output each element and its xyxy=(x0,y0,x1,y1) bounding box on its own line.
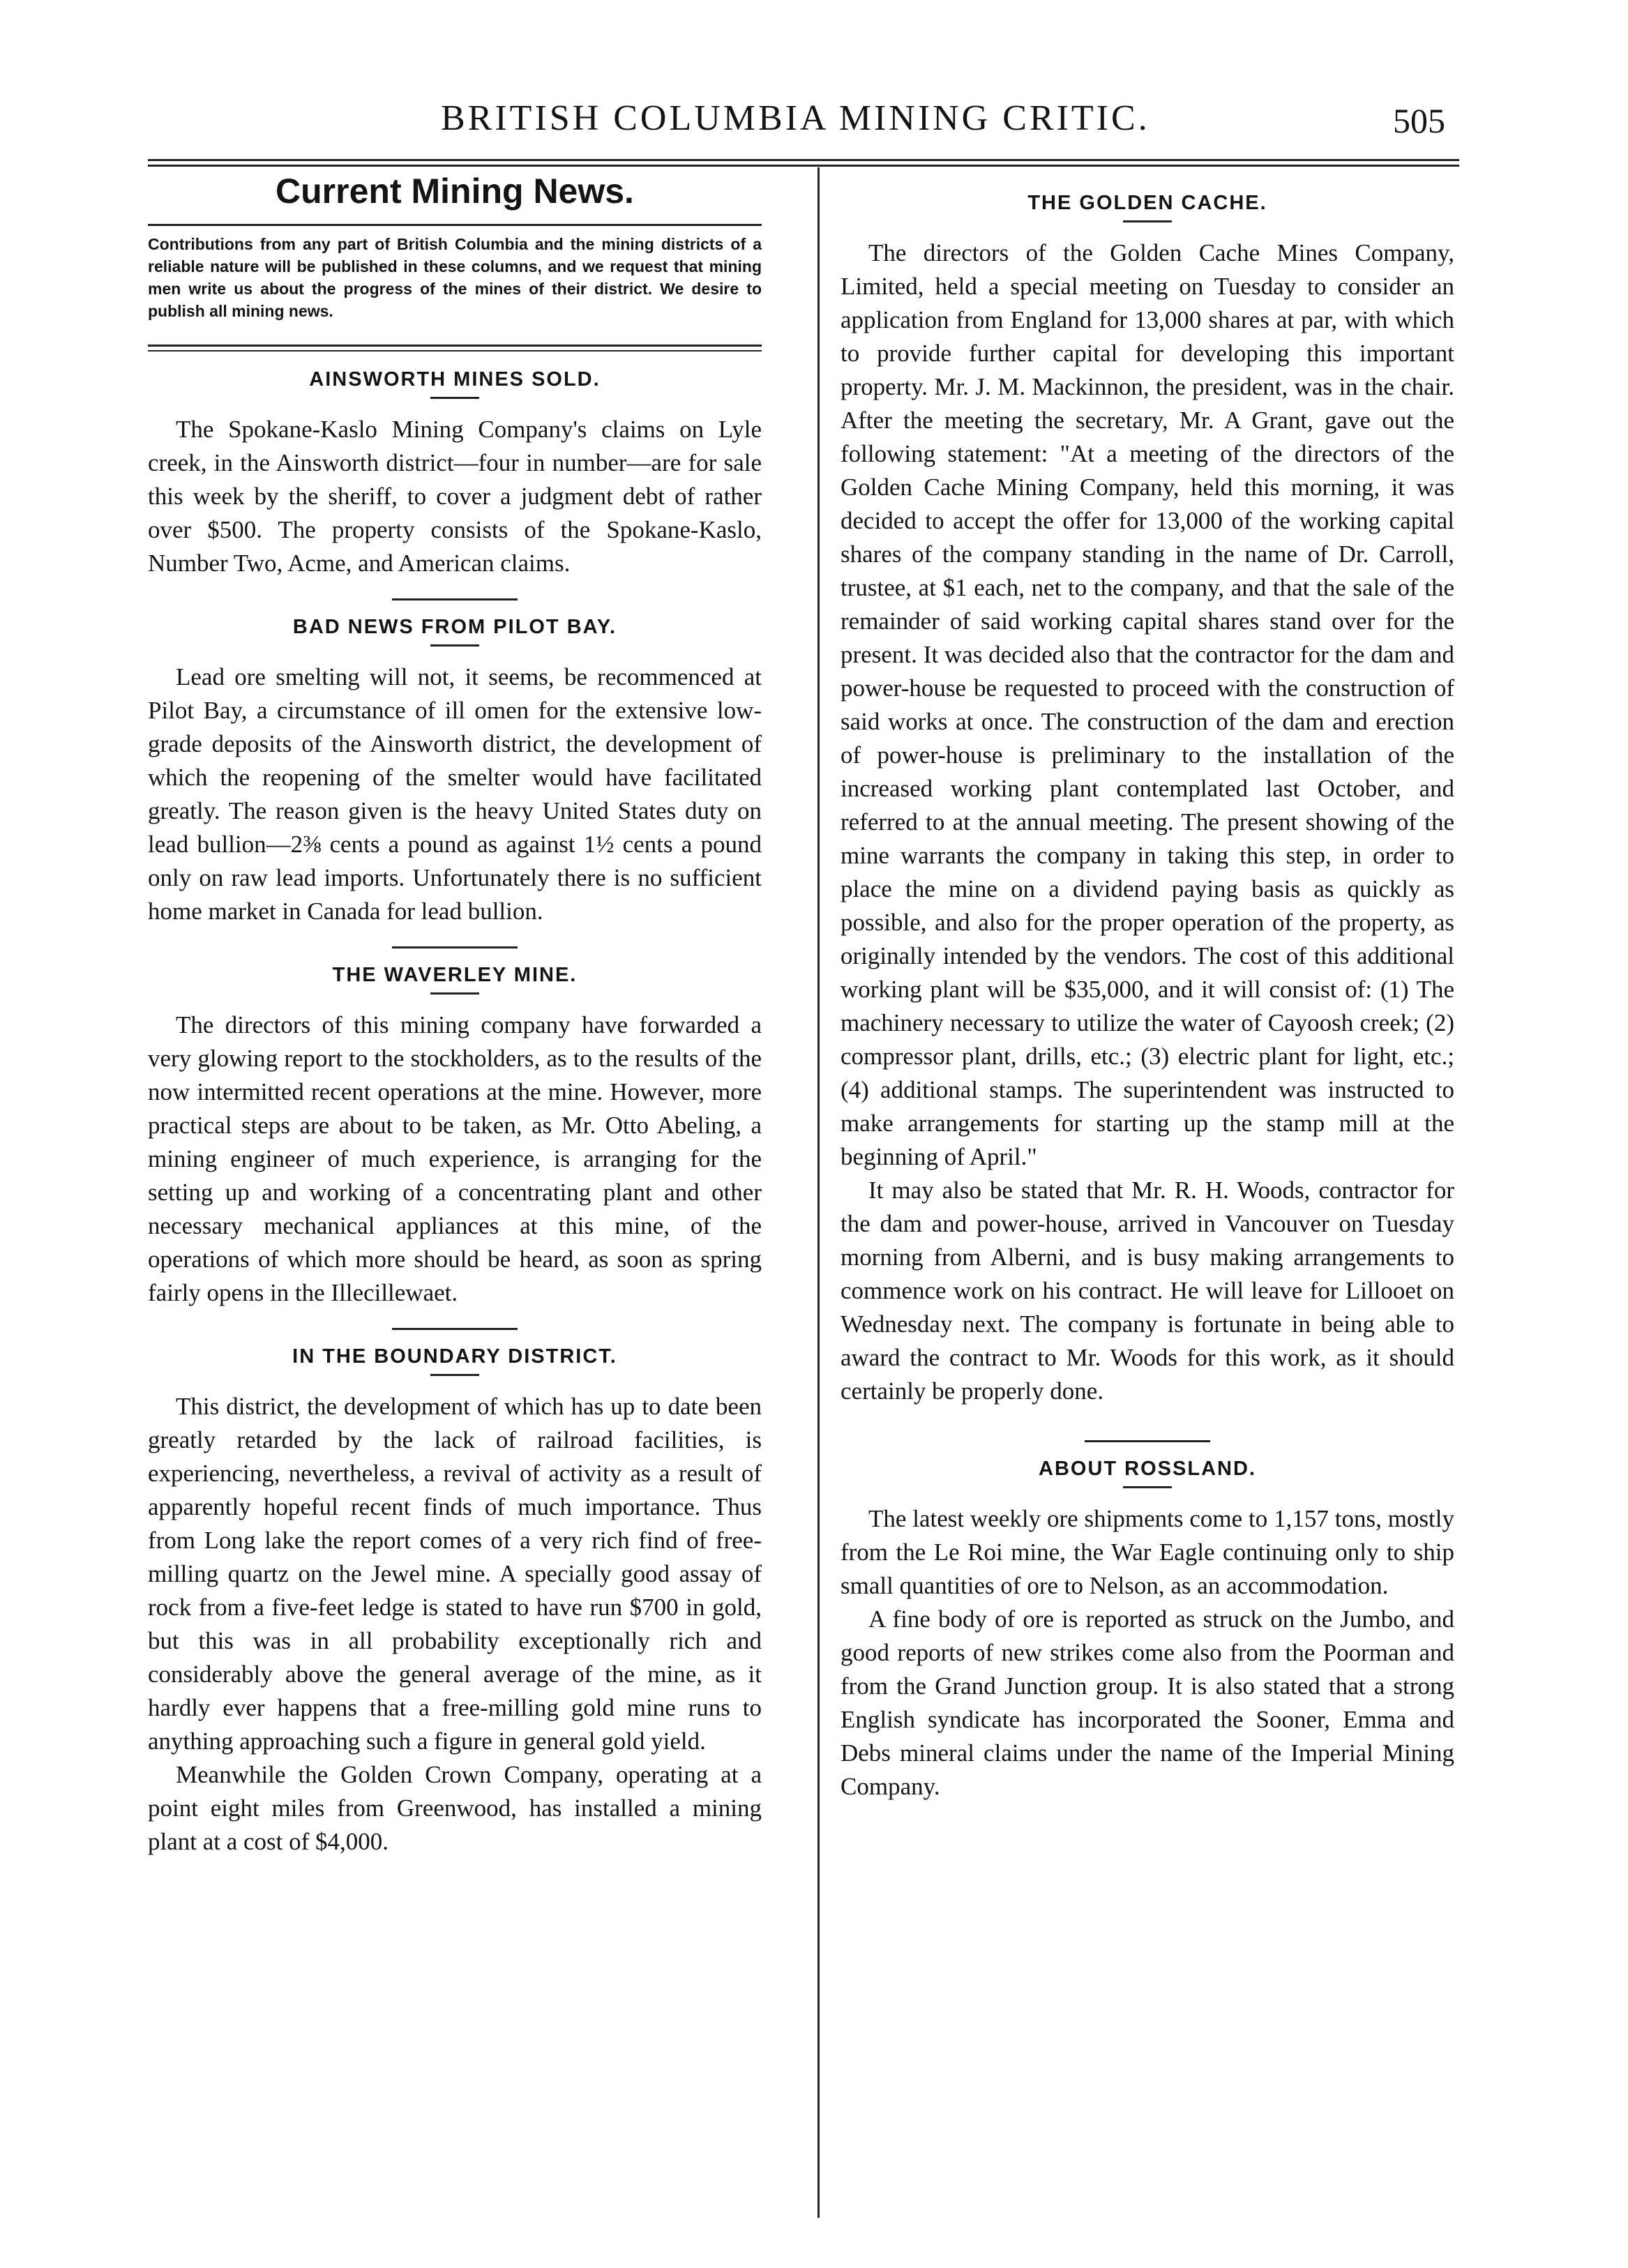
running-head: BRITISH COLUMBIA MINING CRITIC. xyxy=(441,98,1150,138)
header-rule xyxy=(148,159,1459,161)
article-bad-news-from-pilot-bay xyxy=(148,616,762,928)
title-rule xyxy=(430,1374,479,1376)
article-title: THE GOLDEN CACHE. xyxy=(1027,192,1267,214)
article-paragraph: Meanwhile the Golden Crown Company, operating at a point eight miles from Greenwood, has installed a mining plant at a cost of $4,000. xyxy=(148,1761,762,1855)
title-rule xyxy=(1123,1486,1172,1488)
section-divider-rule xyxy=(1085,1440,1210,1442)
article-paragraph: The directors of the Golden Cache Mines Company, Limited, held a special meeting on Tuesday to consider an application from England for 13,000 shares at par, with which to provide further capital for developing this important property. Mr. J. M. Mackinnon, the president, was in the chair. After the meeting the secretary, Mr. A Grant, gave out the following statement: "At a meeting of the directors of the Golden Cache Mining Company, held this morning, it was decided to accept the offer for 13,000 of the working capital shares of the company standing in the name of Dr. Carroll, trustee, at $1 each, net to the company, and that the sale of the remainder of said working capital shares stand over for the present. It was decided also that the contractor for the dam and power-house be requested to proceed with the construction of said works at once. The construction of the dam and erection of power-house is preliminary to the installation of the increased working plant contemplated last October, and referred to at the annual meeting. The present showing of the mine warrants the company in taking this step, in order to place the mine on a dividend paying basis as quickly as possible, and also for the proper operation of the property, as originally intended by the vendors. The cost of this additional working plant will be $35,000, and it will consist of: (1) The machinery necessary to utilize the water of Cayoosh creek; (2) compressor plant, drills, etc.; (3) electric plant for light, etc.; (4) additional stamps. The superintendent was instructed to make arrangements for starting up the stamp mill at the beginning of April." xyxy=(841,239,1454,1170)
contributions-note: Contributions from any part of British Columbia and the mining districts of a reliable nature will be published in these columns, and we request that mining men write us about the progress of the mines of their district. We desire to publish all mining news. xyxy=(148,224,762,322)
title-rule xyxy=(1123,220,1172,222)
page-number: 505 xyxy=(1393,101,1445,140)
section-divider-rule xyxy=(392,598,518,600)
column-divider xyxy=(817,167,820,2218)
article-paragraph: A fine body of ore is reported as struck on the Jumbo, and good reports of new strikes come also from the Poorman and from the Grand Junction group. It is also stated that a strong English syndicate has incorporated the Sooner, Emma and Debs mineral claims under the name of the Imperial Mining Company. xyxy=(841,1605,1454,1800)
page-header xyxy=(148,98,1459,160)
left-column xyxy=(148,171,762,1859)
section-masthead: Current Mining News. xyxy=(276,172,634,211)
article-paragraph: It may also be stated that Mr. R. H. Woods, contractor for the dam and power-house, arrived in Vancouver on Tuesday morning from Alberni, and is busy making arrangements to commence work on his contract. He will leave for Lillooet on Wednesday next. The company is fortunate in being able to award the contract to Mr. Woods for this work, as it should certainly be properly done. xyxy=(841,1177,1454,1405)
article-golden-cache xyxy=(841,192,1454,1408)
article-waverley-mine xyxy=(148,964,762,1310)
article-paragraph: The latest weekly ore shipments come to 1,157 tons, mostly from the Le Roi mine, the War Eagle continuing only to ship small quantities of ore to Nelson, as an accommodation. xyxy=(841,1505,1454,1599)
title-rule xyxy=(430,397,479,399)
article-paragraph: This district, the development of which has up to date been greatly retarded by the lack of railroad facilities, is experiencing, nevertheless, a revival of activity as a result of apparently hopeful recent finds of much importance. Thus from Long lake the report comes of a very rich find of free-milling quartz on the Jewel mine. A specially good assay of rock from a five-feet ledge is stated to have run $700 in gold, but this was in all probability exceptionally rich and considerably above the general average of the mine, as it hardly ever happens that a free-milling gold mine runs to anything approaching such a figure in general gold yield. xyxy=(148,1393,762,1755)
section-divider-rule xyxy=(392,1328,518,1330)
article-title: IN THE BOUNDARY DISTRICT. xyxy=(292,1345,617,1368)
article-paragraph: The Spokane-Kaslo Mining Company's claims on Lyle creek, in the Ainsworth district—four in number—are for sale this week by the sheriff, to cover a judgment debt of rather over $500. The property consists of the Spokane-Kaslo, Number Two, Acme, and American claims. xyxy=(148,416,762,577)
article-ainsworth-mines-sold xyxy=(148,368,762,580)
title-rule xyxy=(430,644,479,647)
header-rule-secondary xyxy=(148,165,1459,167)
article-paragraph: Lead ore smelting will not, it seems, be recommenced at Pilot Bay, a circumstance of ill omen for the extensive low-grade deposits of the Ainsworth district, the development of which the reopening of the smelter would have facilitated greatly. The reason given is the heavy United States duty on lead bullion—2⅜ cents a pound as against 1½ cents a pound only on raw lead imports. Unfortunately there is no sufficient home market in Canada for lead bullion. xyxy=(148,663,762,925)
article-title: BAD NEWS FROM PILOT BAY. xyxy=(292,616,617,638)
article-paragraph: The directors of this mining company have forwarded a very glowing report to the stockholders, as to the results of the now intermitted recent operations at the mine. However, more practical steps are about to be taken, as Mr. Otto Abeling, a mining engineer of much experience, is arranging for the setting up and working of a concentrating plant and other necessary mechanical appliances at this mine, of the operations of which more should be heard, as soon as spring fairly opens in the Illecillewaet. xyxy=(148,1011,762,1306)
section-divider-rule xyxy=(392,946,518,948)
title-rule xyxy=(430,992,479,995)
article-about-rossland xyxy=(841,1458,1454,1804)
article-title: THE WAVERLEY MINE. xyxy=(332,964,578,986)
double-rule xyxy=(148,345,762,351)
article-title: ABOUT ROSSLAND. xyxy=(1039,1458,1256,1480)
article-boundary-district xyxy=(148,1345,762,1859)
article-title: AINSWORTH MINES SOLD. xyxy=(309,368,601,391)
right-column xyxy=(841,171,1454,1804)
